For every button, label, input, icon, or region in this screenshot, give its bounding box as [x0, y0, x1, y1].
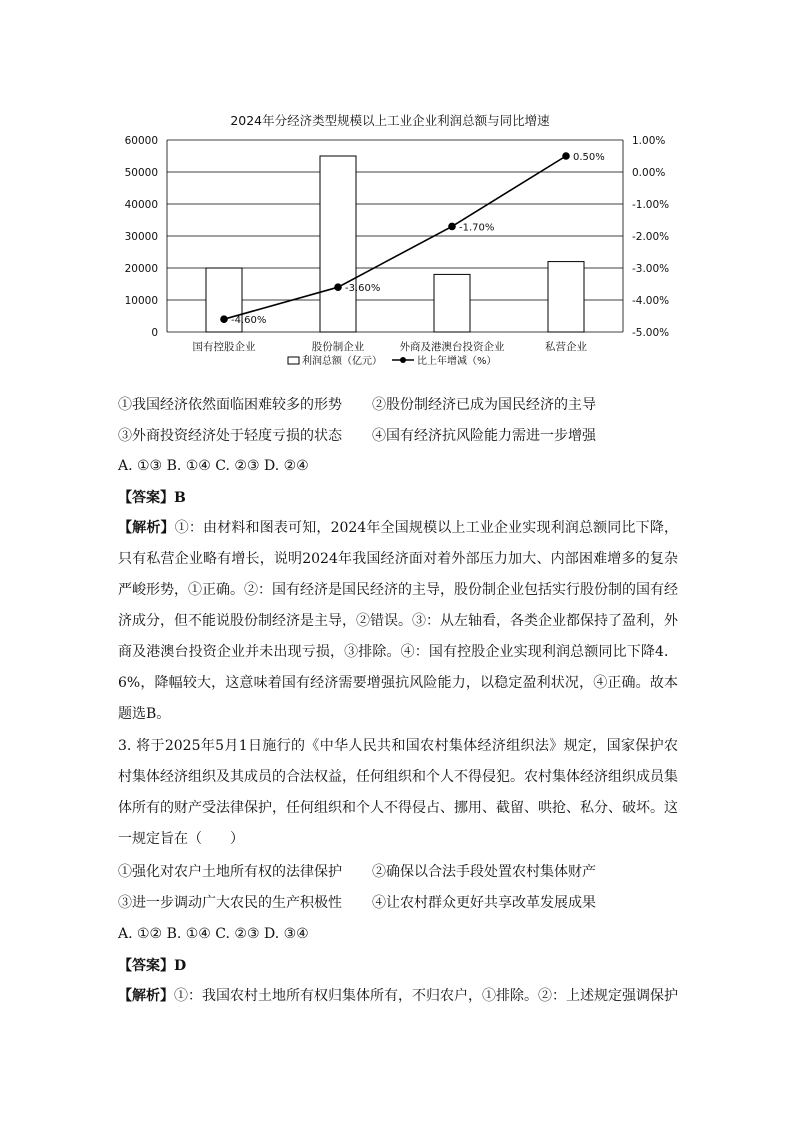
q2-analysis-text: ①：由材料和图表可知，2024年全国规模以上工业企业实现利润总额同比下降，只有私营企业略有增长，说明2024年我国经济面对着外部压力加大、内部困难增多的复杂严峻形势，①正确。②：国有经济是国民经济的主导，股份制企业包括实行股份制的国有经济成分，但不能说股份制经济是主导，②错误。③：从左轴看，各类企业都保持了盈利，外商及港澳台投资企业并未出现亏损，③排除。④：国有控股企业实现利润总额同比下降4．6%，降幅较大，这意味着国有经济需要增强抗风险能力，以稳定盈利状况，④正确。故本题选B。 [118, 520, 678, 722]
q2-answer: 【答案】B [118, 490, 186, 506]
legend-line-label: 比上年增减（%） [417, 356, 497, 367]
profit-chart [110, 105, 670, 380]
q3-analysis [118, 981, 678, 1012]
q2-option-4: ④国有经济抗风险能力需进一步增强 [372, 428, 596, 444]
q3-answer: 【答案】D [118, 958, 187, 974]
legend-bar-swatch [288, 357, 299, 364]
left-tick-label: 60000 [124, 135, 158, 147]
growth-point [562, 152, 570, 160]
q3-option-2: ②确保以合法手段处置农村集体财产 [372, 864, 596, 880]
left-tick-label: 20000 [124, 263, 158, 275]
right-tick-label: 0.00% [632, 167, 666, 179]
right-tick-label: 1.00% [632, 135, 666, 147]
chart-title: 2024年分经济类型规模以上工业企业利润总额与同比增速 [230, 113, 550, 128]
category-label: 私营企业 [545, 341, 587, 353]
q2-option-3: ③外商投资经济处于轻度亏损的状态 [118, 428, 342, 444]
bar [548, 262, 584, 332]
right-tick-label: -2.00% [632, 231, 670, 243]
legend-line-marker [400, 357, 406, 363]
q2-option-2: ②股份制经济已成为国民经济的主导 [372, 397, 596, 413]
left-tick-label: 0 [151, 327, 158, 339]
growth-point [448, 223, 456, 231]
q3-option-4: ④让农村群众更好共享改革发展成果 [372, 895, 596, 911]
growth-data-label: 0.50% [573, 152, 605, 163]
right-tick-label: -1.00% [632, 199, 670, 211]
growth-line [224, 156, 566, 319]
right-tick-label: -4.00% [632, 295, 670, 307]
q3-option-3: ③进一步调动广大农民的生产积极性 [118, 895, 342, 911]
q2-analysis [118, 513, 678, 730]
q2-analysis-label: 【解析】 [118, 520, 175, 536]
growth-data-label: -1.70% [459, 222, 495, 234]
q3-analysis-label: 【解析】 [118, 988, 174, 1004]
q2-choices: A. ①③ B. ①④ C. ②③ D. ②④ [118, 458, 309, 474]
q3-stem: 3. 将于2025年5月1日施行的《中华人民共和国农村集体经济组织法》规定，国家保护农村集体经济组织及其成员的合法权益，任何组织和个人不得侵犯。农村集体经济组织成员集体所有的财产受法律保护，任何组织和个人不得侵占、挪用、截留、哄抢、私分、破坏。这一规定旨在（ ） [118, 738, 678, 847]
q3-option-1: ①强化对农户土地所有权的法律保护 [118, 864, 342, 880]
left-tick-label: 10000 [124, 295, 158, 307]
q3-choices: A. ①② B. ①④ C. ②③ D. ③④ [118, 926, 309, 942]
right-tick-label: -3.00% [632, 263, 670, 275]
q2-option-1: ①我国经济依然面临困难较多的形势 [118, 397, 342, 413]
category-label: 外商及港澳台投资企业 [399, 341, 505, 353]
legend-bar-label: 利润总额（亿元） [302, 356, 382, 367]
growth-data-label: -3.60% [345, 283, 381, 295]
growth-point [220, 315, 228, 323]
growth-data-label: -4.60% [231, 315, 267, 327]
left-tick-label: 40000 [124, 199, 158, 211]
category-label: 股份制企业 [311, 341, 365, 353]
growth-point [334, 283, 342, 291]
left-tick-label: 30000 [124, 231, 158, 243]
bar [320, 156, 356, 332]
q3-analysis-text: ①：我国农村土地所有权归集体所有，不归农户，①排除。②：上述规定强调保护 [174, 988, 678, 1004]
right-tick-label: -5.00% [632, 327, 670, 339]
category-label: 国有控股企业 [192, 341, 256, 353]
bar [434, 274, 470, 332]
left-tick-label: 50000 [124, 167, 158, 179]
